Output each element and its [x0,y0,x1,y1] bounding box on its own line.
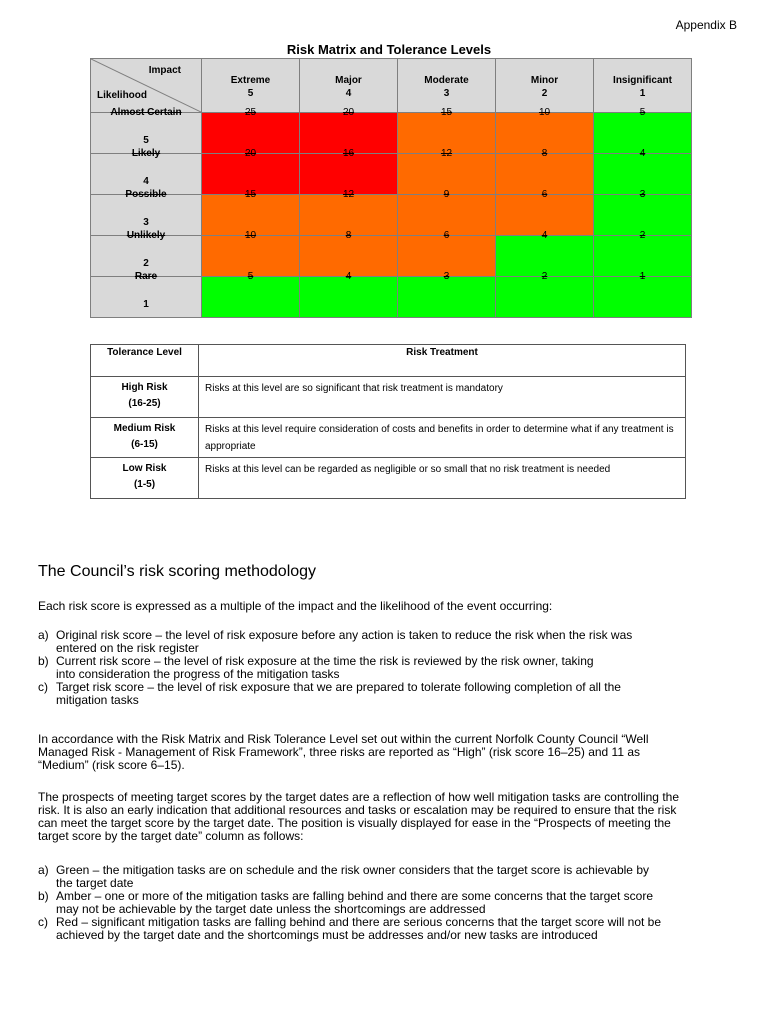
tolerance-level-medium: Medium Risk (6-15) [91,418,199,458]
list-item: c) Red – significant mitigation tasks are falling behind and there are serious concerns that the target score will not be achieved by the target date and the shortcomings must be addresses and/or new tasks are introduced [38,915,662,942]
matrix-cell: 9 [398,195,496,236]
likelihood-header-almost-certain: Almost Certain 5 [91,113,202,154]
likelihood-header-unlikely: Unlikely 2 [91,236,202,277]
tolerance-level-low: Low Risk (1-5) [91,458,199,499]
matrix-cell: 8 [300,236,398,277]
treatment-high: Risks at this level are so significant that risk treatment is mandatory [199,377,686,418]
list-item: c) Target risk score – the level of risk exposure that we are prepared to tolerate following completion of all the mitigation tasks [38,680,621,707]
impact-axis-label: Impact [148,65,181,76]
treatment-low: Risks at this level can be regarded as negligible or so small that no risk treatment is needed [199,458,686,499]
impact-header-moderate: Moderate 3 [398,59,496,113]
matrix-cell: 10 [202,236,300,277]
matrix-cell: 12 [300,195,398,236]
impact-header-insignificant: Insignificant 1 [594,59,692,113]
prospects-list [38,864,728,941]
likelihood-header-likely: Likely 4 [91,154,202,195]
matrix-cell: 2 [594,236,692,277]
matrix-cell: 1 [594,277,692,318]
matrix-cell: 16 [300,154,398,195]
matrix-cell: 20 [300,113,398,154]
diagonal-divider [91,59,201,112]
list-item: a) Original risk score – the level of risk exposure before any action is taken to reduce the risk when the risk was entered on the risk register [38,628,633,655]
impact-header-extreme: Extreme 5 [202,59,300,113]
likelihood-axis-label: Likelihood [97,90,147,101]
tolerance-level-high: High Risk (16-25) [91,377,199,418]
matrix-cell: 4 [300,277,398,318]
matrix-cell: 5 [202,277,300,318]
matrix-cell: 5 [594,113,692,154]
likelihood-header-possible: Possible 3 [91,195,202,236]
matrix-cell: 10 [496,113,594,154]
treatment-medium: Risks at this level require consideration of costs and benefits in order to determine what if any treatment is appropriate [199,418,686,458]
risk-matrix [90,58,692,318]
matrix-cell: 20 [202,154,300,195]
matrix-cell: 3 [398,277,496,318]
matrix-cell: 15 [398,113,496,154]
matrix-cell: 2 [496,277,594,318]
list-item: a) Green – the mitigation tasks are on schedule and the risk owner considers that the target score is achievable by the target date [38,863,649,890]
matrix-cell: 4 [496,236,594,277]
matrix-cell: 6 [398,236,496,277]
impact-header-major: Major 4 [300,59,398,113]
list-item: b) Current risk score – the level of risk exposure at the time the risk is reviewed by the risk owner, taking into consideration the progress of the mitigation tasks [38,654,594,681]
framework-paragraph: In accordance with the Risk Matrix and Risk Tolerance Level set out within the current Norfolk County Council “Well Managed Risk - Management of Risk Framework”, three risks are reported as “High” (risk score 16–25) and 11 as “Medium” (risk score 6–15). [38,732,649,772]
prospects-paragraph: The prospects of meeting target scores by the target dates are a reflection of how well mitigation tasks are controlling the risk. It is also an early indication that additional resources and tasks or escalation may be required to ensure that the risk can meet the target score by the target date. The position is visually displayed for ease in the “Prospects of meeting the target score by the target date” column as follows: [38,790,679,843]
matrix-cell: 4 [594,154,692,195]
tolerance-table [90,344,686,499]
matrix-cell: 6 [496,195,594,236]
list-item: b) Amber – one or more of the mitigation tasks are falling behind and there are some concerns that the target score may not be achievable by the target date unless the shortcomings are addressed [38,889,653,916]
tolerance-level-header: Tolerance Level [91,345,199,377]
risk-score-list [38,629,728,706]
likelihood-header-rare: Rare 1 [91,277,202,318]
matrix-cell: 25 [202,113,300,154]
matrix-title: Risk Matrix and Tolerance Levels [286,42,492,57]
matrix-cell: 12 [398,154,496,195]
impact-header-minor: Minor 2 [496,59,594,113]
matrix-cell: 3 [594,195,692,236]
matrix-cell: 8 [496,154,594,195]
matrix-cell: 15 [202,195,300,236]
matrix-corner-cell [91,59,202,113]
appendix-label: Appendix B [675,18,737,32]
risk-treatment-header: Risk Treatment [199,345,686,377]
methodology-heading: The Council’s risk scoring methodology [38,563,317,580]
methodology-intro: Each risk score is expressed as a multiple of the impact and the likelihood of the event occurring: [38,599,553,613]
